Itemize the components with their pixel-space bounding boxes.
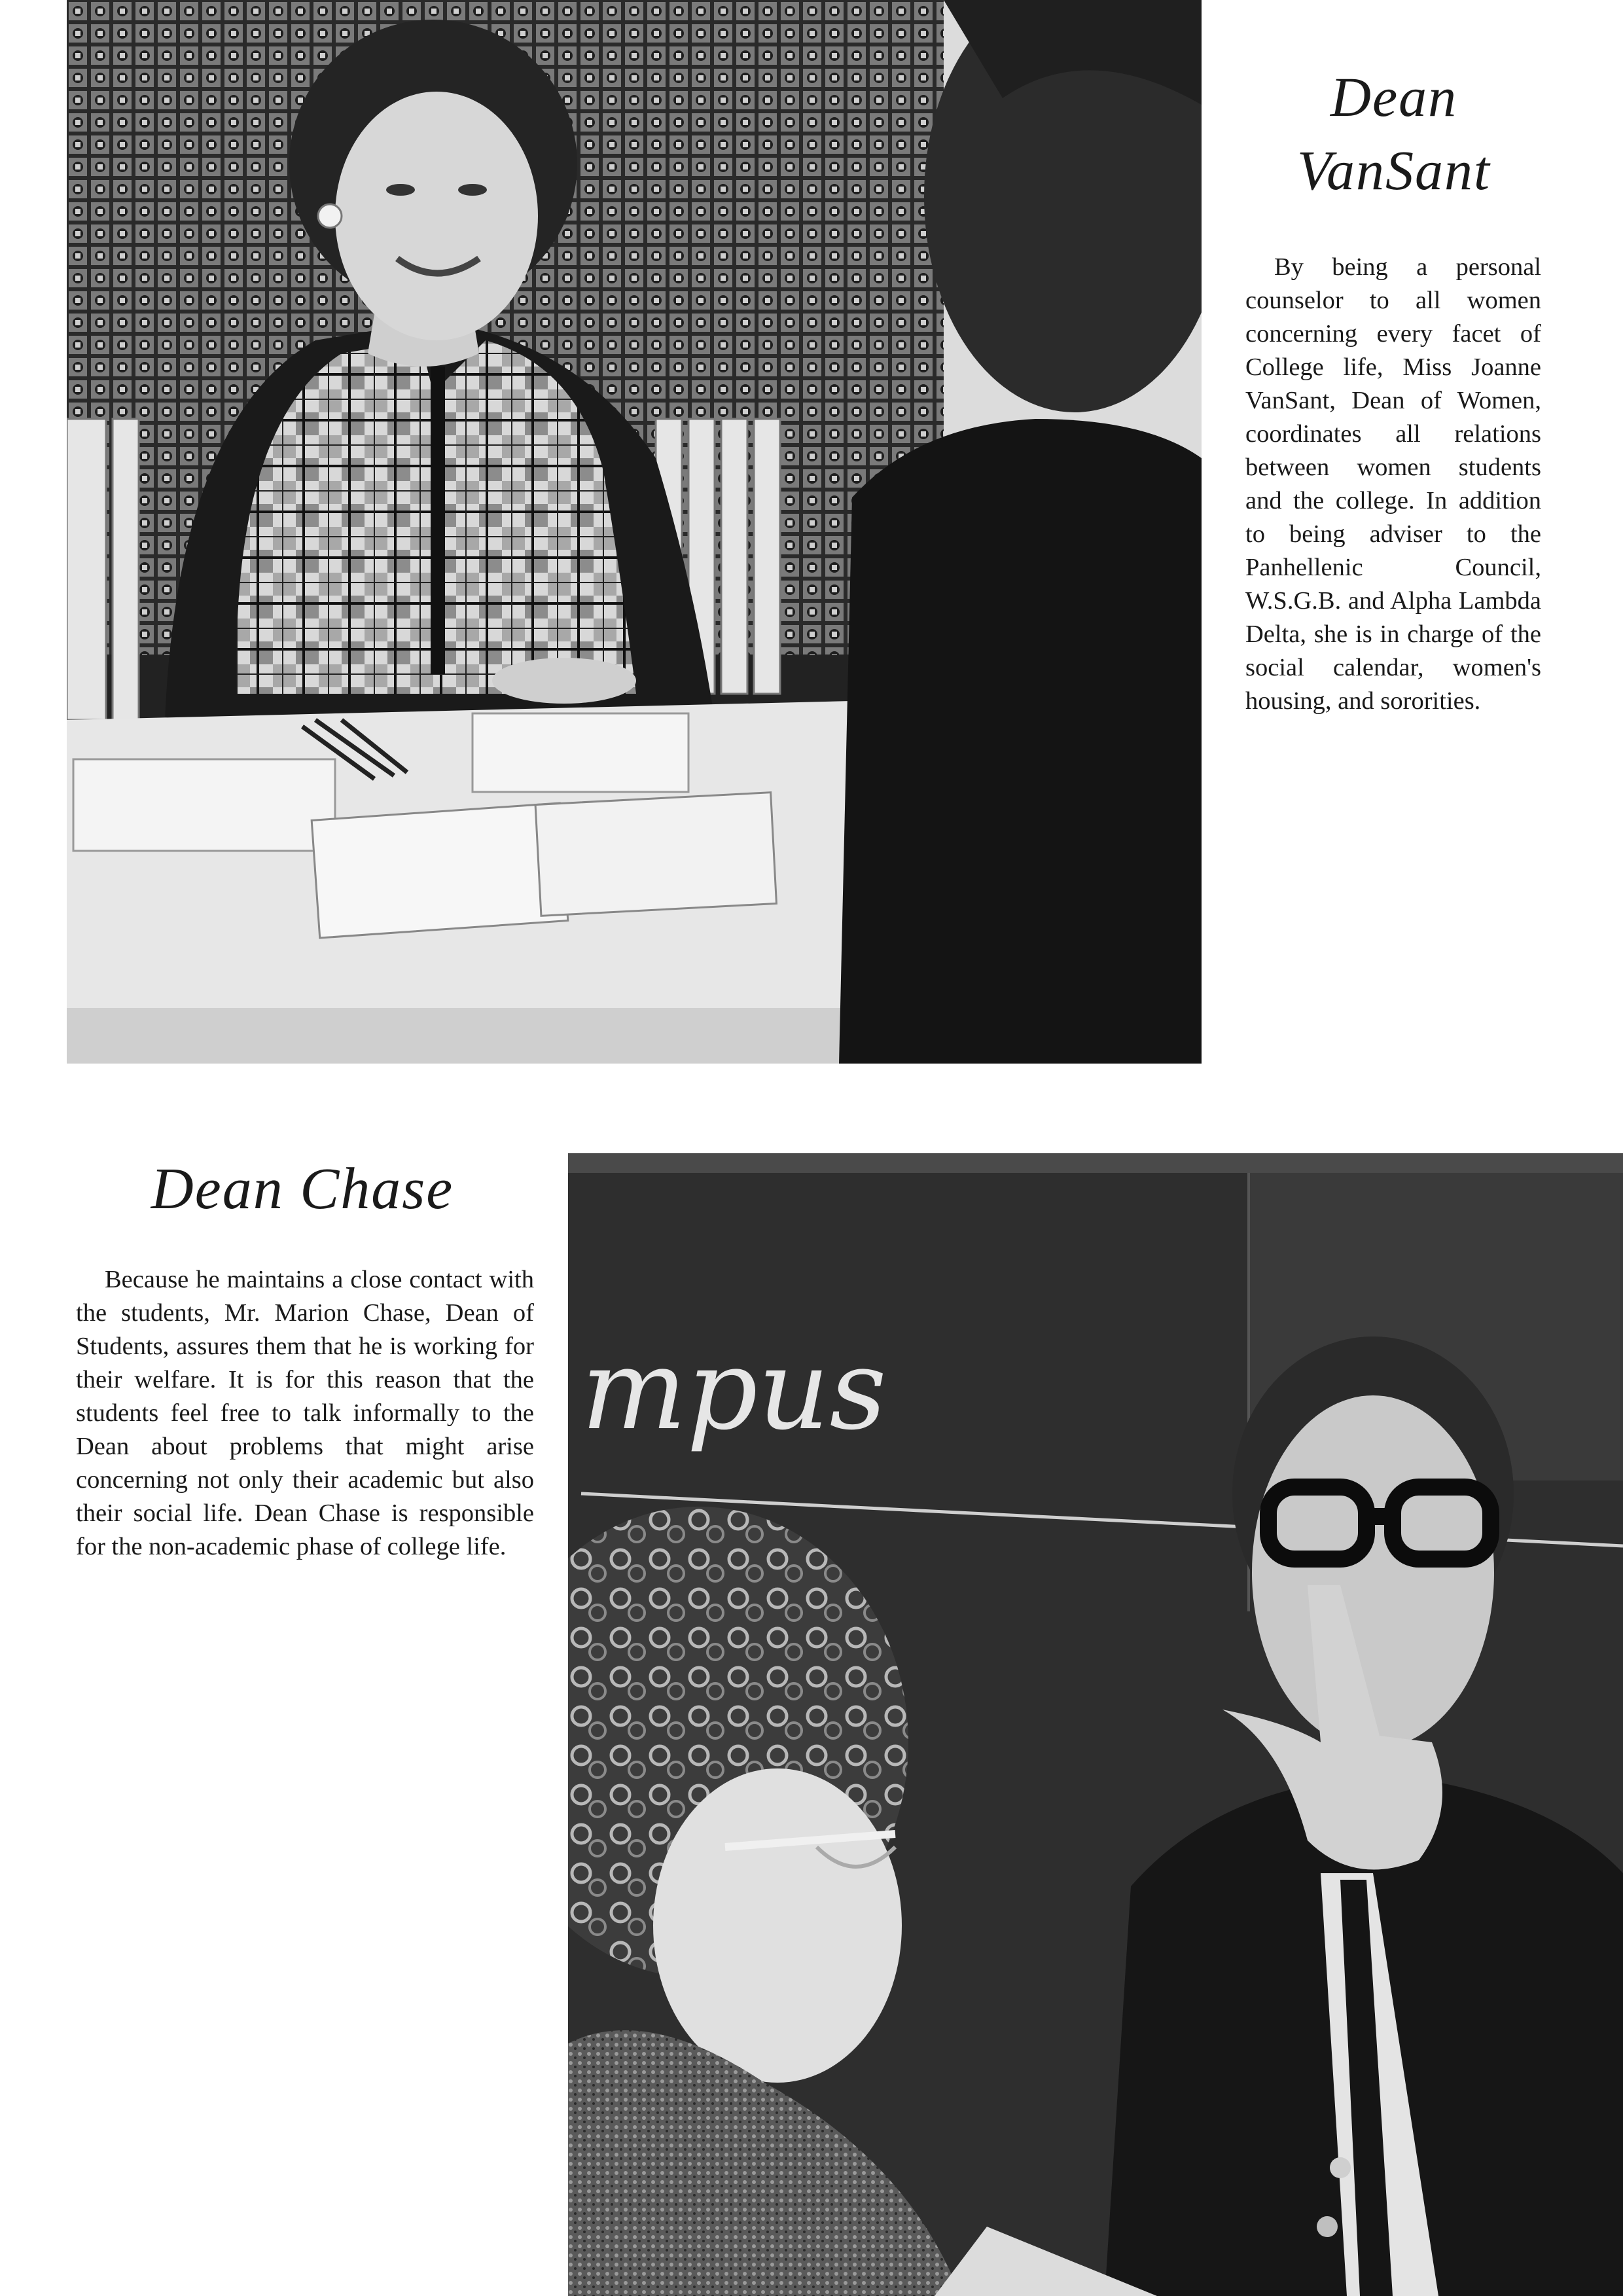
chase-description: Because he maintains a close contact with the students, Mr. Marion Chase, Dean of Students, assures them that he is working for their welfare. It is for this reason that the students feel free to talk informally to the Dean about problems that might arise concerning not only their academic but also their social life. Dean Chase is responsible for the non-academic phase of college life. xyxy=(76,1266,534,1560)
photo-dean-chase xyxy=(568,1153,1623,2296)
photo-chase-drawing xyxy=(568,1153,1623,2296)
chalkboard-writing: mpus xyxy=(581,1325,887,1455)
photo-dean-vansant xyxy=(67,0,1202,1064)
heading-dean-chase: Dean Chase xyxy=(151,1157,454,1221)
heading-dean-vansant xyxy=(1230,60,1558,207)
heading-vansant-line1: Dean xyxy=(1330,65,1458,128)
vansant-description: By being a personal counselor to all women concerning every facet of College life, Miss Joanne VanSant, Dean of Women, coordinates all relations between women students and the college. In addition to being adviser to the Panhellenic Council, W.S.G.B. and Alpha Lambda Delta, she is in charge of the social calendar, women's housing, and sororities. xyxy=(1245,253,1541,715)
heading-vansant-line2: VanSant xyxy=(1297,139,1491,202)
photo-vansant-drawing xyxy=(67,0,1202,1064)
